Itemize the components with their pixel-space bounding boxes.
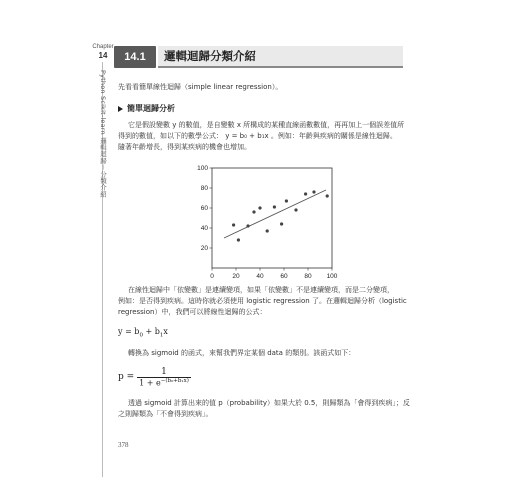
data-point bbox=[232, 223, 235, 226]
para2-line1: 在線性迴歸中「依變數」是連續變項，如果「依變數」不是連續變項，而是二分變項， bbox=[128, 286, 394, 294]
data-point bbox=[326, 194, 329, 197]
para3: 轉換為 sigmoid 的函式，來幫我們界定某個 data 的類別。該函式如下： bbox=[128, 349, 356, 357]
x-tick-label: 100 bbox=[326, 273, 338, 280]
data-point bbox=[304, 192, 307, 195]
section-title: 邏輯迴歸分類介紹 bbox=[164, 49, 256, 63]
y-tick-label: 20 bbox=[200, 245, 208, 253]
data-point bbox=[252, 210, 255, 213]
para1-line1: 它是假設變數 y 的數值，是自變數 x 所構成的某種直線函數數值，再再加上一個誤差值所 bbox=[128, 121, 405, 129]
x-tick-label: 80 bbox=[304, 273, 312, 280]
y-tick-label: 40 bbox=[200, 225, 208, 233]
para4-line2: 之則歸類為「不會得到疾病」。 bbox=[118, 410, 213, 418]
section-number-badge: 14.1 bbox=[114, 46, 156, 68]
data-point bbox=[280, 222, 283, 225]
sigmoid-denominator: $1 + e^{-(b_0+b_1x)}$ bbox=[139, 378, 189, 388]
y-tick-label: 60 bbox=[200, 205, 208, 213]
chapter-number: 14 bbox=[98, 51, 108, 60]
triangle-bullet-icon bbox=[118, 106, 123, 112]
x-tick-label: 60 bbox=[280, 273, 288, 280]
para2-line2: 例如：是否得到疾病。這時你就必須使用 logistic regression 了。在邏輯迴歸分析（logistic bbox=[118, 297, 407, 305]
chapter-label: Chapter bbox=[92, 44, 114, 50]
data-point bbox=[312, 190, 315, 193]
para1-line2: 得到的數值，如以下的數學公式： y = b₀ + b₁x 。例如：年齡與疾病的關係是線性迴歸。 bbox=[118, 132, 397, 140]
sigmoid-fraction bbox=[137, 367, 191, 388]
data-point bbox=[258, 206, 261, 209]
page-number: 378 bbox=[118, 441, 129, 449]
plot-frame bbox=[212, 168, 332, 268]
data-point bbox=[246, 224, 249, 227]
section-title-bar bbox=[158, 46, 403, 68]
sigmoid-formula bbox=[118, 367, 191, 388]
x-tick-label: 40 bbox=[256, 273, 264, 280]
data-point bbox=[294, 208, 297, 211]
intro-paragraph: 先看看簡單線性迴歸（simple linear regression）。 bbox=[118, 83, 283, 91]
scatter-chart bbox=[190, 160, 340, 282]
para1-line3: 隨著年齡增長，得到某疾病的機會也增加。 bbox=[118, 143, 251, 151]
para2-line3: regression）中，我們可以將線性迴歸的公式： bbox=[118, 308, 267, 316]
x-tick-label: 20 bbox=[232, 273, 240, 280]
subsection-title: 簡單迴歸分析 bbox=[127, 104, 175, 113]
data-point bbox=[237, 238, 240, 241]
data-point bbox=[273, 205, 276, 208]
para4-line1: 透過 sigmoid 計算出來的值 p（probability）如果大於 0.5，則歸類為「會得到疾病」；反 bbox=[128, 399, 410, 407]
linear-formula: $y = b_0 + b_1x$ bbox=[118, 327, 168, 339]
data-point bbox=[285, 199, 288, 202]
running-title: Python Scikit-learn 邏輯迴歸－分類介紹 bbox=[99, 70, 107, 198]
trend-line bbox=[224, 190, 326, 238]
x-tick-label: 0 bbox=[210, 273, 214, 280]
y-tick-label: 80 bbox=[200, 185, 208, 193]
data-point bbox=[266, 229, 269, 232]
y-tick-label: 100 bbox=[197, 165, 208, 173]
subsection-heading bbox=[118, 103, 175, 114]
sigmoid-lhs: p = bbox=[118, 372, 135, 383]
sigmoid-numerator: 1 bbox=[161, 367, 167, 377]
